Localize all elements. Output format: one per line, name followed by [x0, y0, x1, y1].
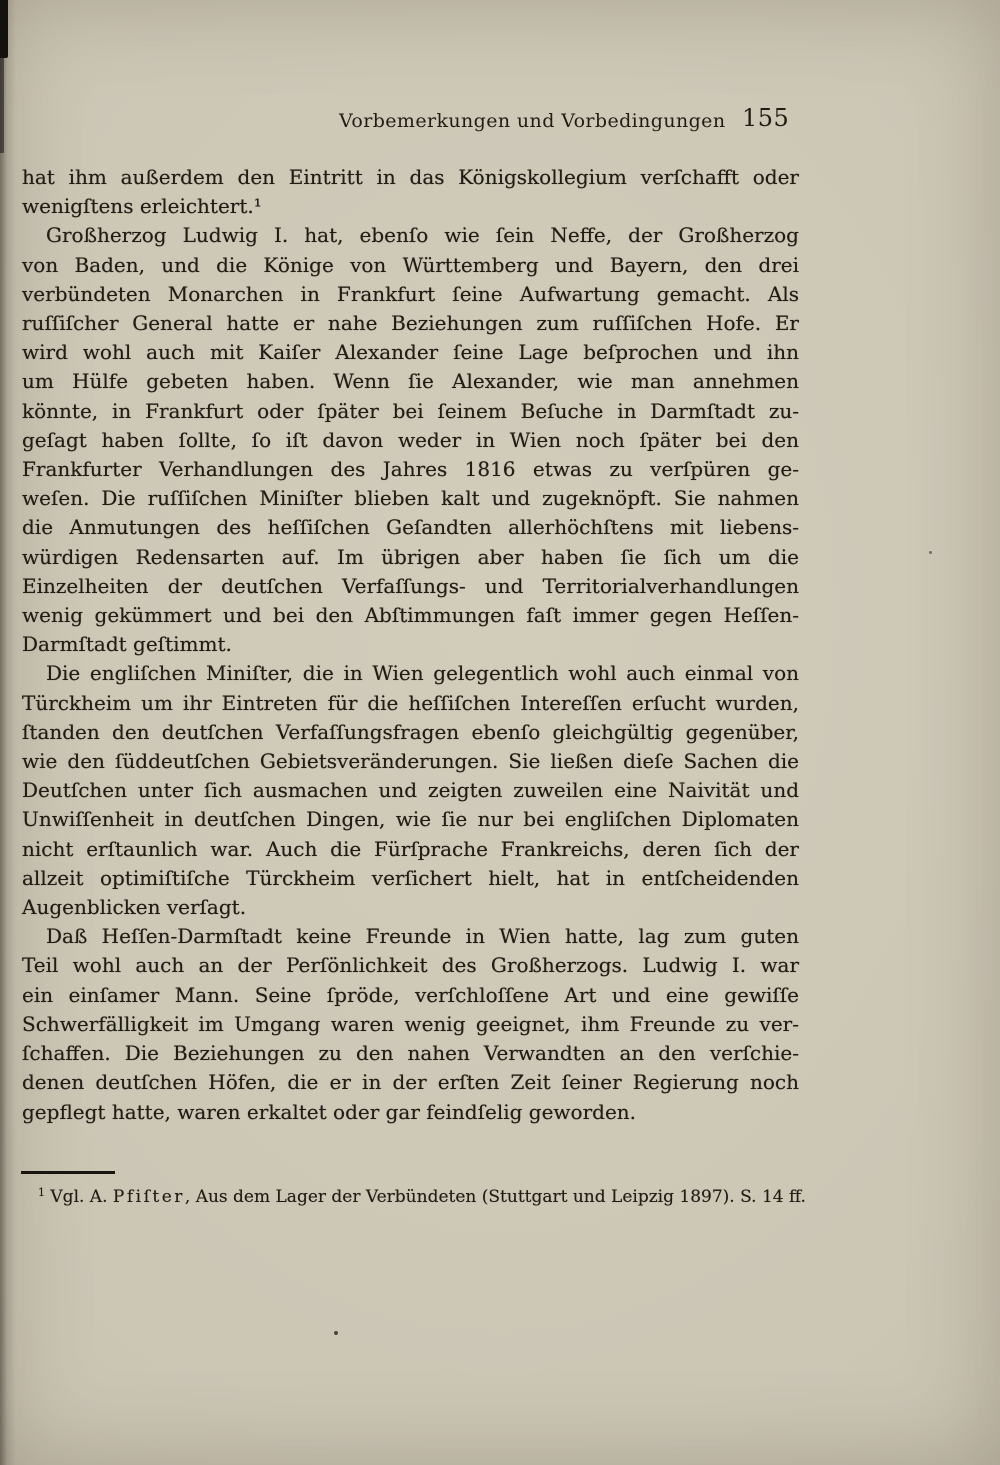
body-text: [22, 163, 799, 1127]
text-line: ſchaffen. Die Beziehungen zu den nahen Verwandten an den verſchie-: [22, 1041, 799, 1066]
binding-shadow: [0, 0, 16, 1465]
text-line: ruſſiſcher General hatte er nahe Beziehungen zum ruſſiſchen Hofe. Er: [22, 311, 799, 336]
text-line: Unwiſſenheit in deutſchen Dingen, wie ſie nur bei engliſchen Diplomaten: [22, 807, 799, 832]
text-line: wird wohl auch mit Kaiſer Alexander ſeine Lage beſprochen und ihn: [22, 340, 799, 365]
text-line: die Anmutungen des heſſiſchen Geſandten allerhöchſtens mit liebens-: [22, 515, 799, 540]
text-line: Deutſchen unter ſich ausmachen und zeigten zuweilen eine Naivität und: [22, 778, 799, 803]
text-line: Einzelheiten der deutſchen Verfaſſungs- und Territorialverhandlungen: [22, 573, 799, 598]
text-line: ſtanden den deutſchen Verfaſſungsfragen ebenſo gleichgültig gegenüber,: [22, 719, 799, 744]
binding-mark-top: [0, 0, 8, 58]
text-line: Darmſtadt geſtimmt.: [22, 632, 232, 657]
page-number: 155: [742, 104, 790, 132]
text-line: allzeit optimiſtiſche Türckheim verſichert hielt, hat in entſcheidenden: [22, 865, 799, 890]
text-line: nicht erſtaunlich war. Auch die Fürſprache Frankreichs, deren ſich der: [22, 836, 799, 861]
text-line: Frankfurter Verhandlungen des Jahres 1816 etwas zu verſpüren ge-: [22, 457, 799, 482]
text-line: wenig gekümmert und bei den Abſtimmungen faſt immer gegen Heſſen-: [22, 603, 799, 628]
text-line: weſen. Die ruſſiſchen Miniſter blieben kalt und zugeknöpft. Sie nahmen: [22, 486, 799, 511]
text-line: Türckheim um ihr Eintreten für die heſſiſchen Intereſſen erſucht wurden,: [22, 690, 799, 715]
text-line: wie den ſüddeutſchen Gebietsveränderungen. Sie ließen dieſe Sachen die: [22, 749, 799, 774]
scan-speck: [929, 551, 932, 554]
text-line: Schwerfälligkeit im Umgang waren wenig geeignet, ihm Freunde zu ver-: [22, 1011, 799, 1036]
text-line: verbündeten Monarchen in Frankfurt ſeine Aufwartung gemacht. Als: [22, 281, 799, 306]
text-line: ein einſamer Mann. Seine ſpröde, verſchloſſene Art und eine gewiſſe: [22, 982, 799, 1007]
running-title: Vorbemerkungen und Vorbedingungen: [339, 110, 726, 132]
text-line: Teil wohl auch an der Perſönlichkeit des Großherzogs. Ludwig I. war: [22, 953, 799, 978]
text-line: Großherzog Ludwig I. hat, ebenſo wie ſein Neffe, der Großherzog: [46, 223, 799, 248]
footnote-rest: , Aus dem Lager der Verbündeten (Stuttgart und Leipzig 1897). S. 14 ff.: [184, 1187, 806, 1207]
paragraph: [22, 659, 799, 922]
text-line: Augenblicken verſagt.: [22, 895, 247, 920]
text-line: könnte, in Frankfurt oder ſpäter bei ſeinem Beſuche in Darmſtadt zu-: [22, 398, 799, 423]
text-line: Daß Heſſen-Darmſtadt keine Freunde in Wien hatte, lag zum guten: [46, 924, 799, 949]
footnote: [38, 1182, 806, 1208]
text-line: gepflegt hatte, waren erkaltet oder gar feindſelig geworden.: [22, 1099, 637, 1124]
footnote-lead: Vgl. A.: [45, 1187, 113, 1207]
text-line: hat ihm außerdem den Eintritt in das Königskollegium verſchafft oder: [22, 165, 799, 189]
scan-speck: [334, 1331, 338, 1335]
text-line: Die engliſchen Miniſter, die in Wien gelegentlich wohl auch einmal von: [46, 661, 799, 686]
text-line: um Hülfe gebeten haben. Wenn ſie Alexander, wie man annehmen: [22, 369, 799, 394]
text-line: denen deutſchen Höfen, die er in der erſten Zeit ſeiner Regierung noch: [22, 1070, 799, 1095]
text-line: wenigſtens erleichtert.¹: [22, 194, 262, 219]
footnote-marker: 1: [38, 1186, 45, 1199]
paragraph: [22, 221, 799, 659]
footnote-author: Pfiſter: [112, 1187, 185, 1207]
paragraph: [22, 922, 799, 1126]
text-line: würdigen Redensarten auf. Im übrigen aber haben ſie ſich um die: [22, 544, 799, 569]
paragraph: [22, 163, 799, 221]
footnote-rule: [21, 1171, 115, 1174]
text-line: geſagt haben ſollte, ſo iſt davon weder in Wien noch ſpäter bei den: [22, 427, 799, 452]
text-line: von Baden, und die Könige von Württemberg und Bayern, den drei: [22, 252, 799, 277]
page-header: [0, 104, 1000, 140]
